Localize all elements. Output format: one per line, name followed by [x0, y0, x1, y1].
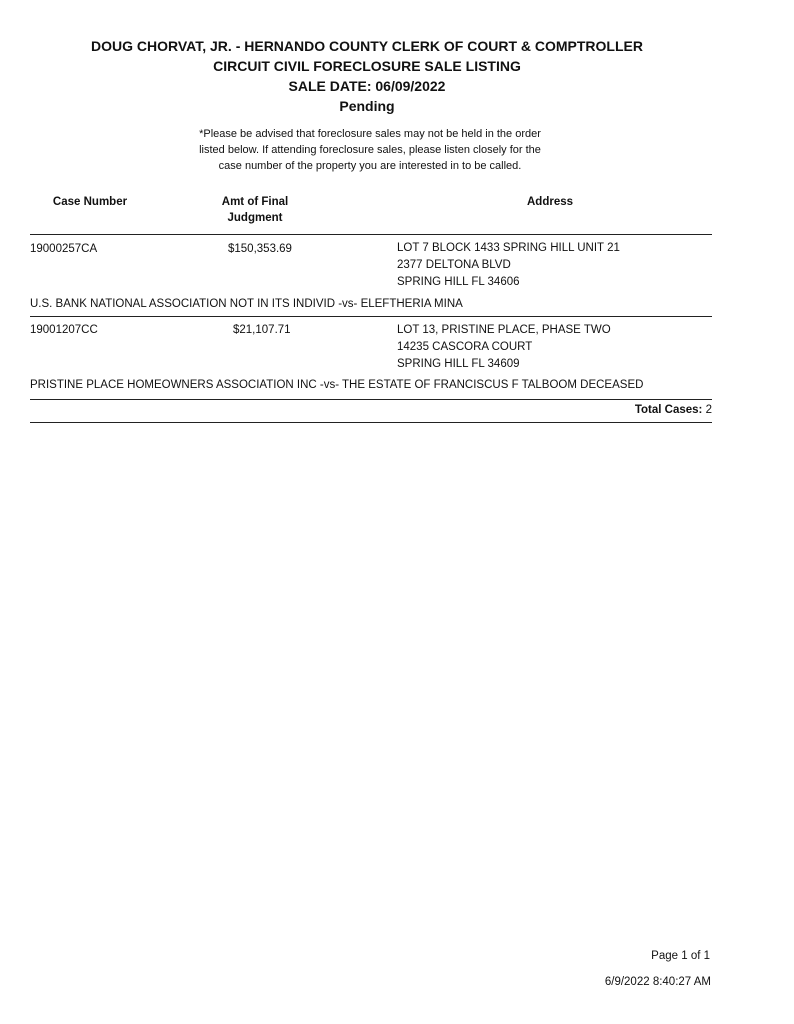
total-cases-value: 2 — [705, 404, 712, 416]
print-timestamp: 6/9/2022 8:40:27 AM — [604, 976, 711, 988]
column-header-address: Address — [526, 196, 574, 208]
report-header — [0, 36, 734, 116]
report-title: CIRCUIT CIVIL FORECLOSURE SALE LISTING — [213, 58, 521, 74]
address-line-1: LOT 7 BLOCK 1433 SPRING HILL UNIT 21 — [397, 242, 620, 254]
column-header-amount — [200, 194, 310, 226]
advisory-notice — [160, 126, 580, 174]
page-number: Page 1 of 1 — [651, 950, 710, 962]
property-address — [397, 240, 620, 291]
sale-date: SALE DATE: 06/09/2022 — [288, 78, 446, 94]
status-label: Pending — [339, 98, 395, 114]
notice-line-1: *Please be advised that foreclosure sales may not be held in the order — [199, 128, 541, 140]
column-header-amount-line-2: Judgment — [227, 212, 283, 224]
column-header-case-number: Case Number — [52, 196, 128, 208]
address-line-2: 14235 CASCORA COURT — [397, 341, 533, 353]
case-parties: U.S. BANK NATIONAL ASSOCIATION NOT IN ITS INDIVID -vs- ELEFTHERIA MINA — [30, 298, 463, 310]
header-divider — [30, 234, 712, 235]
total-cases-label: Total Cases: — [634, 404, 703, 416]
case-parties: PRISTINE PLACE HOMEOWNERS ASSOCIATION INC -vs- THE ESTATE OF FRANCISCUS F TALBOOM DECEASED — [30, 379, 644, 391]
case-number: 19001207CC — [30, 324, 98, 336]
case-number: 19000257CA — [30, 243, 98, 255]
address-line-1: LOT 13, PRISTINE PLACE, PHASE TWO — [397, 324, 611, 336]
total-cases — [635, 404, 712, 416]
case-divider — [30, 316, 712, 317]
address-line-3: SPRING HILL FL 34609 — [397, 358, 520, 370]
judgment-amount: $21,107.71 — [233, 324, 291, 336]
notice-line-2: listed below. If attending foreclosure sales, please listen closely for the — [199, 144, 541, 156]
judgment-amount: $150,353.69 — [228, 243, 292, 255]
column-header-amount-line-1: Amt of Final — [221, 196, 289, 208]
list-end-divider — [30, 399, 712, 400]
property-address — [397, 322, 611, 373]
notice-line-3: case number of the property you are interested in to be called. — [218, 160, 522, 172]
address-line-2: 2377 DELTONA BLVD — [397, 259, 511, 271]
total-divider — [30, 422, 712, 423]
address-line-3: SPRING HILL FL 34606 — [397, 276, 520, 288]
clerk-title: DOUG CHORVAT, JR. - HERNANDO COUNTY CLERK OF COURT & COMPTROLLER — [91, 38, 643, 54]
